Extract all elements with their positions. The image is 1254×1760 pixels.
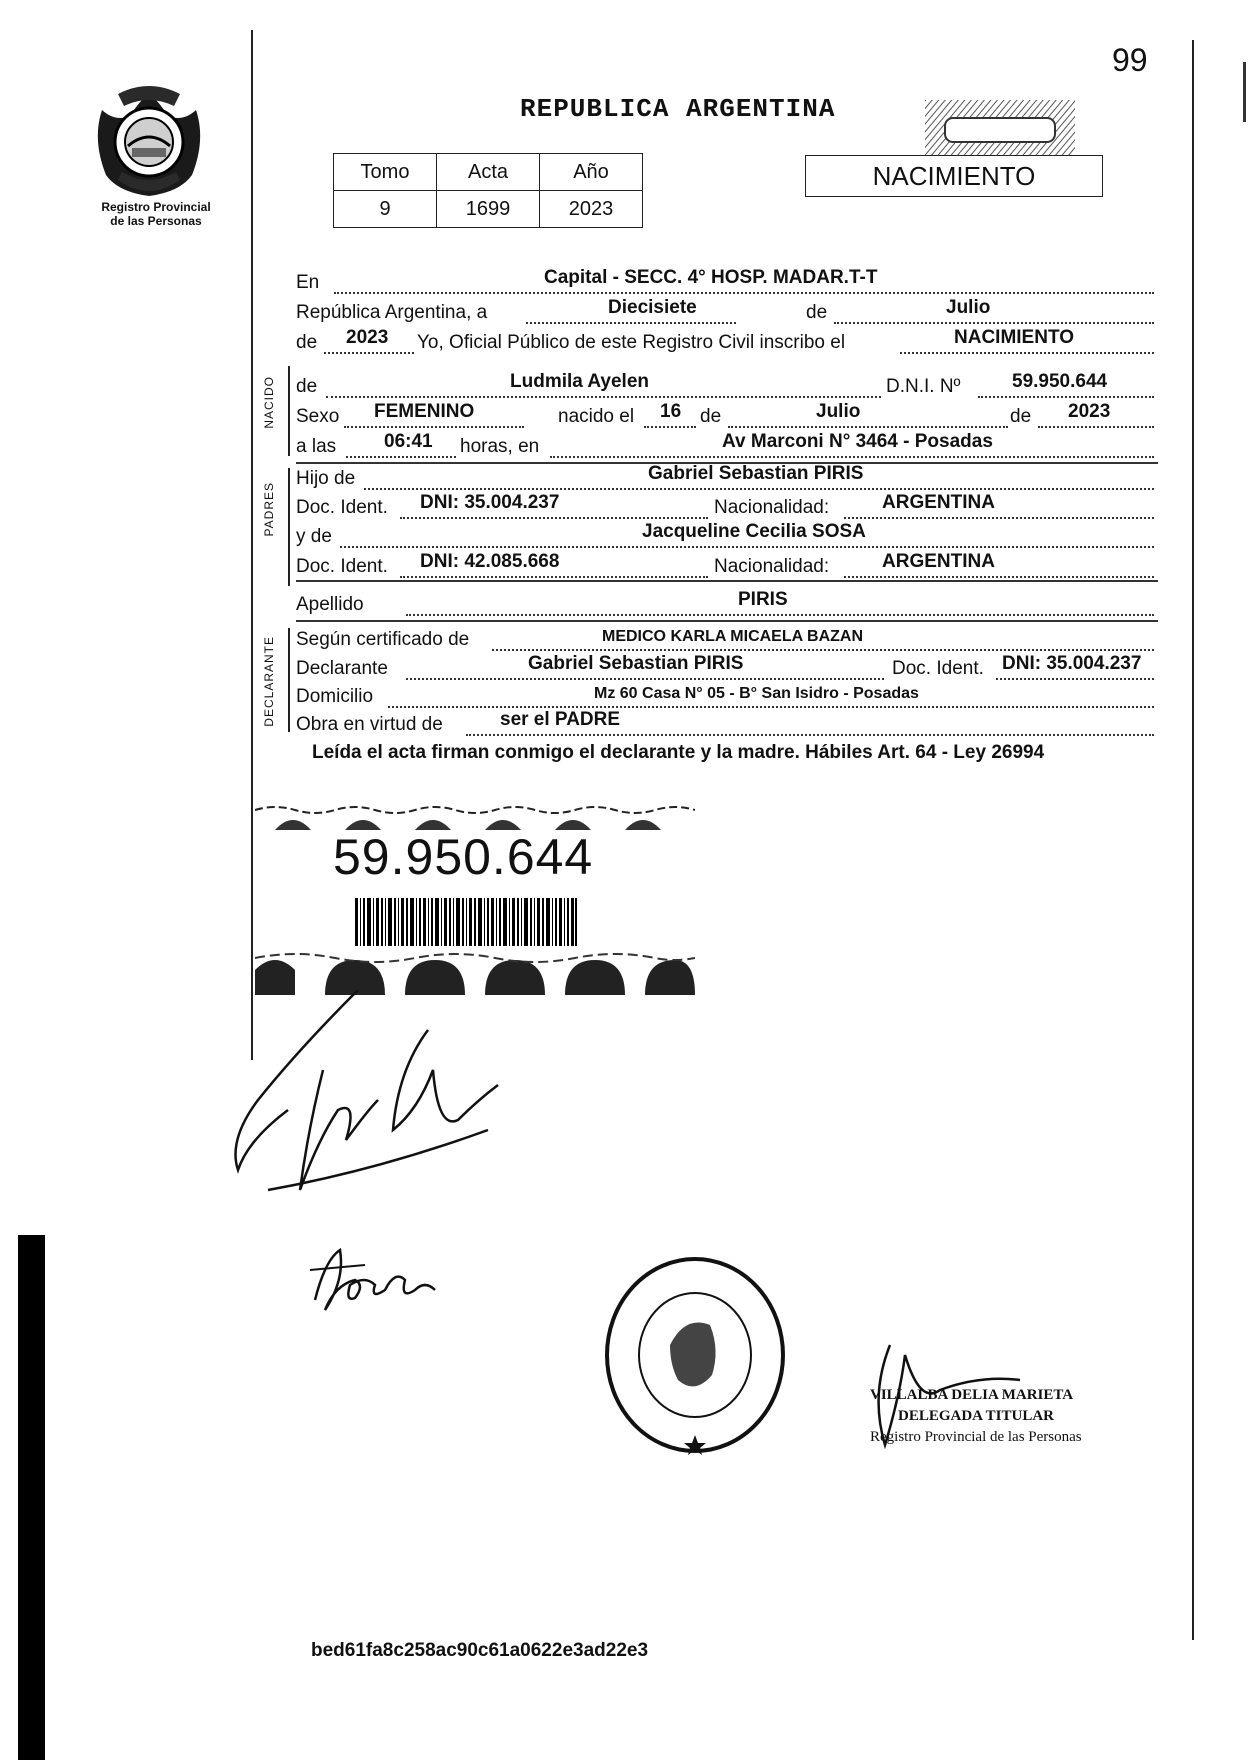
dotted-line	[400, 574, 708, 578]
value-dia: Diecisiete	[608, 297, 697, 318]
dotted-line	[844, 574, 1154, 578]
official-title: DELEGADA TITULAR	[898, 1408, 1055, 1424]
table-value-anio: 2023	[540, 191, 643, 228]
row-lugar	[296, 268, 1156, 296]
row-certificado	[296, 625, 1156, 653]
label-declarante: Declarante	[296, 658, 388, 679]
label-a-las: a las	[296, 436, 337, 457]
dni-printed-number: 59.950.644	[333, 829, 594, 885]
value-declarante-doc: DNI: 35.004.237	[1002, 653, 1142, 674]
section-rule-padres	[288, 468, 290, 586]
province-crest-icon	[88, 80, 210, 200]
label-doc-ident-madre: Doc. Ident.	[296, 556, 388, 577]
label-y-de: y de	[296, 526, 332, 547]
label-nacionalidad-padre: Nacionalidad:	[714, 497, 830, 518]
table-header-tomo: Tomo	[334, 154, 437, 191]
section-label-nacido: NACIDO	[262, 376, 276, 429]
record-number-table	[333, 153, 643, 228]
row-madre-doc	[296, 552, 1156, 580]
institution-name-line2: de las Personas	[110, 214, 202, 228]
document-hash: bed61fa8c258ac90c61a0622e3ad22e3	[311, 1640, 649, 1661]
dotted-line	[644, 424, 696, 428]
label-domicilio: Domicilio	[296, 686, 374, 707]
value-padre-nac: ARGENTINA	[882, 492, 995, 513]
value-hora: 06:41	[384, 431, 433, 452]
dotted-line	[326, 394, 881, 398]
value-padre-doc: DNI: 35.004.237	[420, 492, 560, 513]
label-nacionalidad-madre: Nacionalidad:	[714, 556, 830, 577]
label-de-mes: de	[806, 302, 828, 323]
label-de-nombre: de	[296, 376, 318, 397]
dotted-line	[406, 676, 884, 680]
left-margin-rule	[251, 30, 253, 1060]
edge-tick	[1243, 62, 1246, 122]
row-nombre	[296, 372, 1156, 400]
dotted-line	[346, 454, 456, 458]
security-stamp	[925, 100, 1075, 156]
page-number: 99	[1112, 42, 1148, 78]
label-hijo-de: Hijo de	[296, 468, 356, 489]
dotted-line	[996, 676, 1154, 680]
label-de-nac-anio: de	[1010, 406, 1032, 427]
dotted-line	[364, 486, 1154, 490]
table-header-acta: Acta	[437, 154, 540, 191]
row-fecha	[296, 298, 1156, 326]
dotted-line	[834, 320, 1154, 324]
value-padre: Gabriel Sebastian PIRIS	[648, 463, 864, 484]
value-inscripcion: NACIMIENTO	[954, 327, 1074, 348]
label-en: En	[296, 272, 320, 293]
value-mes: Julio	[946, 297, 991, 318]
table-header-anio: Año	[540, 154, 643, 191]
dotted-line	[324, 350, 414, 354]
section-divider	[296, 580, 1158, 582]
label-yo-oficial: Yo, Oficial Público de este Registro Civil inscribo el	[417, 332, 846, 353]
row-declarante	[296, 654, 1156, 682]
dotted-line	[344, 424, 524, 428]
label-de-anio: de	[296, 332, 318, 353]
label-nacido-el: nacido el	[558, 406, 635, 427]
value-anio: 2023	[346, 327, 389, 348]
institution-name	[88, 200, 224, 228]
dotted-line	[340, 544, 1154, 548]
value-dni: 59.950.644	[1012, 371, 1108, 392]
barcode-icon	[355, 898, 577, 946]
label-segun-certificado: Según certificado de	[296, 629, 470, 650]
right-margin-rule	[1192, 40, 1194, 1640]
row-sexo	[296, 402, 1156, 430]
label-apellido: Apellido	[296, 594, 364, 615]
dotted-line	[388, 704, 1154, 708]
label-dni: D.N.I. Nº	[886, 376, 961, 397]
row-inscripcion	[296, 328, 1156, 356]
section-rule-declarante	[288, 628, 290, 732]
dotted-line	[550, 454, 1154, 458]
document-heading: REPUBLICA ARGENTINA	[520, 94, 836, 124]
official-office: Registro Provincial de las Personas	[870, 1429, 1082, 1445]
value-domicilio: Mz 60 Casa N° 05 - B° San Isidro - Posadas	[594, 685, 919, 702]
row-domicilio	[296, 682, 1156, 710]
row-padre-doc	[296, 493, 1156, 521]
official-signature-block	[870, 1385, 1082, 1448]
row-padre	[296, 464, 1156, 492]
dotted-line	[978, 394, 1154, 398]
mother-signature	[305, 1240, 455, 1320]
value-nac-mes: Julio	[816, 401, 861, 422]
dotted-line	[466, 732, 1154, 736]
closing-note: Leída el acta firman conmigo el declarante y la madre. Hábiles Art. 64 - Ley 26994	[312, 742, 1045, 763]
official-name: VILLALBA DELIA MARIETA	[870, 1387, 1074, 1403]
label-sexo: Sexo	[296, 406, 340, 427]
section-label-padres: PADRES	[262, 482, 276, 537]
value-certificado: MEDICO KARLA MICAELA BAZAN	[602, 628, 864, 645]
dotted-line	[400, 515, 708, 519]
value-madre-doc: DNI: 42.085.668	[420, 551, 560, 572]
label-obra-en-virtud: Obra en virtud de	[296, 714, 443, 735]
table-value-acta: 1699	[437, 191, 540, 228]
value-obra: ser el PADRE	[500, 709, 621, 730]
section-rule-nacido	[288, 366, 290, 456]
row-madre	[296, 522, 1156, 550]
dotted-line	[1038, 424, 1154, 428]
section-label-declarante: DECLARANTE	[262, 636, 276, 727]
record-type-box: NACIMIENTO	[805, 155, 1103, 197]
row-hora	[296, 432, 1156, 460]
value-lugar: Capital - SECC. 4° HOSP. MADAR.T-T	[544, 267, 878, 288]
value-nombre: Ludmila Ayelen	[510, 371, 650, 392]
scan-edge-bar	[18, 1235, 45, 1760]
label-de-nac-mes: de	[700, 406, 722, 427]
value-declarante: Gabriel Sebastian PIRIS	[528, 653, 744, 674]
value-nac-dia: 16	[660, 401, 682, 422]
value-madre: Jacqueline Cecilia SOSA	[642, 521, 866, 542]
dotted-line	[900, 350, 1154, 354]
declarant-signature	[228, 990, 528, 1220]
value-madre-nac: ARGENTINA	[882, 551, 995, 572]
row-apellido	[296, 590, 1156, 618]
value-lugar-nac: Av Marconi N° 3464 - Posadas	[722, 431, 993, 452]
section-divider	[296, 620, 1158, 622]
dotted-line	[844, 515, 1154, 519]
table-value-tomo: 9	[334, 191, 437, 228]
dotted-line	[406, 612, 1154, 616]
official-seal-icon	[600, 1255, 790, 1455]
label-republica: República Argentina, a	[296, 302, 488, 323]
dotted-line	[492, 647, 1154, 651]
row-obra	[296, 710, 1156, 738]
dotted-line	[526, 320, 736, 324]
dotted-line	[334, 290, 1154, 294]
value-nac-anio: 2023	[1068, 401, 1111, 422]
dotted-line	[728, 424, 1008, 428]
label-doc-ident-padre: Doc. Ident.	[296, 497, 388, 518]
value-apellido: PIRIS	[738, 589, 788, 610]
institution-name-line1: Registro Provincial	[101, 200, 211, 214]
value-sexo: FEMENINO	[374, 401, 475, 422]
label-horas-en: horas, en	[460, 436, 540, 457]
label-doc-ident-declarante: Doc. Ident.	[892, 658, 984, 679]
